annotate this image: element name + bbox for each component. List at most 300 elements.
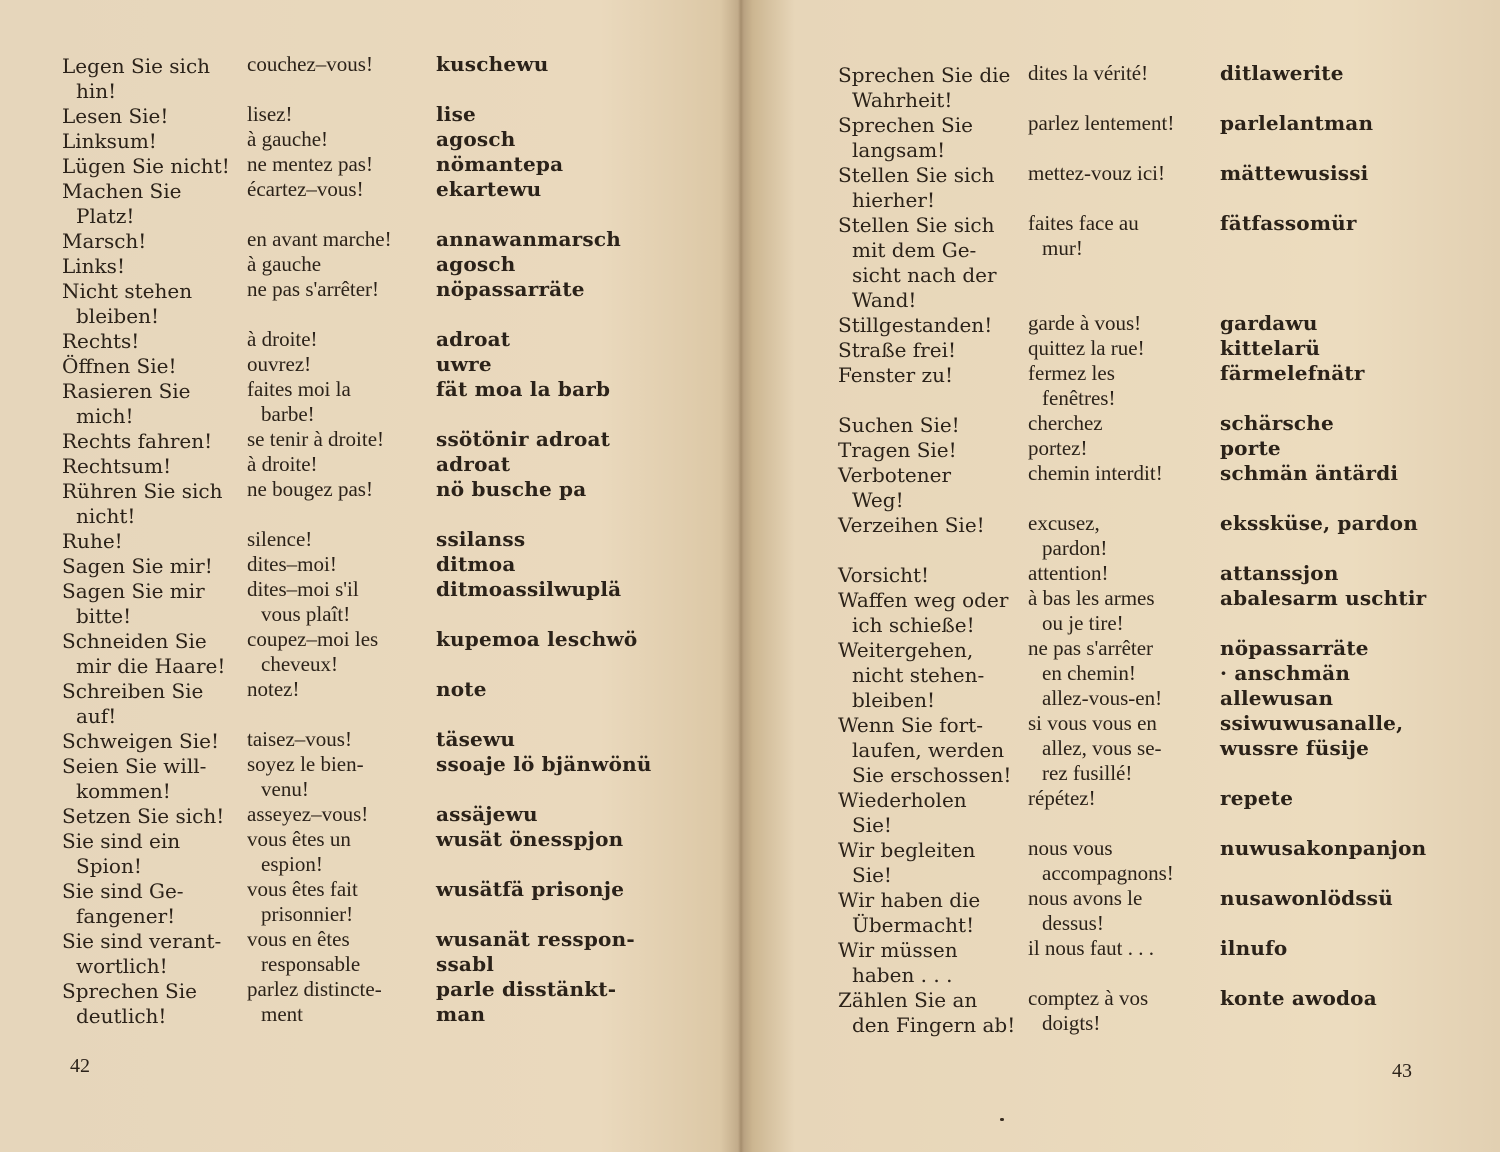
phonetic-text: ekartewu (436, 177, 542, 201)
french-text: parlez lentement! (1028, 111, 1175, 135)
german-text: Vorsicht! (838, 563, 930, 587)
german-text: hin! (76, 79, 117, 103)
french-entry (247, 227, 433, 252)
french-text: vous êtes un (247, 827, 351, 851)
phonetic-text (436, 77, 656, 102)
german-text: Lesen Sie! (62, 104, 169, 128)
french-text: notez! (247, 677, 300, 701)
french-text: en chemin! (1042, 661, 1136, 685)
german-entry (838, 163, 1026, 213)
french-text: ne pas s'arrêter! (247, 277, 380, 301)
german-entry (62, 254, 244, 279)
phonetic-text (1220, 261, 1450, 286)
german-text: Weitergehen, (838, 638, 974, 662)
german-text: Spion! (76, 854, 142, 878)
german-text: mir die Haare! (76, 654, 226, 678)
german-text: Sie! (852, 863, 892, 887)
french-text: venu! (261, 777, 309, 801)
french-text (1028, 961, 1218, 986)
phonetic-entry (1220, 586, 1450, 636)
phonetic-text: ditmoassilwuplä (436, 577, 622, 601)
german-text: Sie! (852, 813, 892, 837)
german-text: Sprechen Sie die (838, 63, 1011, 87)
phonetic-text: konte awodoa (1220, 986, 1377, 1010)
phonetic-text: wusanät resspon- (436, 927, 635, 951)
right-page (744, 0, 1500, 1152)
phonetic-column (1220, 61, 1450, 1036)
french-entry (247, 52, 433, 102)
german-entry (62, 754, 244, 804)
french-entry (1028, 786, 1218, 836)
phonetic-text (1220, 911, 1450, 936)
german-text: Machen Sie (62, 179, 182, 203)
german-entry (62, 229, 244, 254)
phonetic-entry (1220, 986, 1450, 1036)
french-entry (247, 177, 433, 227)
german-entry (62, 679, 244, 729)
french-text: chemin interdit! (1028, 461, 1163, 485)
phonetic-text: nusawonlödssü (1220, 886, 1393, 910)
french-text: asseyez–vous! (247, 802, 369, 826)
french-text: vous plaît! (261, 602, 351, 626)
german-text: bitte! (76, 604, 132, 628)
phonetic-entry (1220, 886, 1450, 936)
phonetic-text: ssilanss (436, 527, 526, 551)
german-text: Sprechen Sie (62, 979, 197, 1003)
french-entry (247, 552, 433, 577)
french-text: ouvrez! (247, 352, 312, 376)
phonetic-text: wusät önesspjon (436, 827, 624, 851)
german-entry (838, 713, 1026, 788)
phonetic-text (1220, 761, 1450, 786)
french-text: nous avons le (1028, 886, 1143, 910)
french-text: doigts! (1042, 1011, 1101, 1035)
phonetic-text (436, 402, 656, 427)
french-text (1028, 186, 1218, 211)
german-text: Links! (62, 254, 125, 278)
french-entry (247, 327, 433, 352)
french-text: ou je tire! (1042, 611, 1124, 635)
german-text: Sagen Sie mir! (62, 554, 213, 578)
french-text: garde à vous! (1028, 311, 1142, 335)
phonetic-text: ditmoa (436, 552, 516, 576)
french-text (1028, 261, 1218, 286)
german-text: laufen, werden (852, 738, 1005, 762)
german-text: Wir haben die (838, 888, 981, 912)
phonetic-text (436, 852, 656, 877)
german-text: Rechts fahren! (62, 429, 213, 453)
french-text: ne bougez pas! (247, 477, 373, 501)
phonetic-text: adroat (436, 452, 511, 476)
french-column (1028, 61, 1218, 1036)
phonetic-entry (1220, 561, 1450, 586)
phonetic-entry (436, 127, 656, 152)
phonetic-text: färmelefnätr (1220, 361, 1365, 385)
german-text: Sie sind verant- (62, 929, 222, 953)
phonetic-text (436, 777, 656, 802)
german-text: langsam! (852, 138, 946, 162)
german-text: Sie sind ein (62, 829, 181, 853)
french-entry (1028, 436, 1218, 461)
phonetic-text: ekssküse, pardon (1220, 511, 1418, 535)
german-entry (62, 379, 244, 429)
french-text: quittez la rue! (1028, 336, 1145, 360)
french-text: cheveux! (261, 652, 338, 676)
french-text: à gauche (247, 252, 322, 276)
french-text: dessus! (1042, 911, 1104, 935)
phonetic-entry (1220, 161, 1450, 211)
left-page (0, 0, 738, 1152)
french-text: à droite! (247, 327, 318, 351)
phonetic-entry (1220, 786, 1450, 836)
german-entry (62, 479, 244, 529)
phonetic-text: ssabl (436, 952, 495, 976)
french-entry (1028, 161, 1218, 211)
german-entry (838, 63, 1026, 113)
german-entry (838, 338, 1026, 363)
french-entry (247, 802, 433, 827)
german-entry (838, 938, 1026, 988)
french-text: ment (261, 1002, 303, 1026)
phonetic-entry (436, 977, 656, 1027)
phonetic-entry (1220, 636, 1450, 711)
french-text: à droite! (247, 452, 318, 476)
french-entry (1028, 986, 1218, 1036)
french-column (247, 52, 433, 1027)
french-entry (1028, 461, 1218, 511)
phonetic-text: nömantepa (436, 152, 564, 176)
german-entry (62, 879, 244, 929)
french-text: il nous faut . . . (1028, 936, 1154, 960)
phonetic-text: nöpassarräte (436, 277, 585, 301)
phonetic-text: täsewu (436, 727, 516, 751)
german-text: sicht nach der (852, 263, 997, 287)
phonetic-text (436, 302, 656, 327)
phonetic-text (1220, 961, 1450, 986)
phonetic-text (1220, 1011, 1450, 1036)
french-text: parlez distincte- (247, 977, 382, 1001)
phonetic-text (436, 202, 656, 227)
french-entry (1028, 561, 1218, 586)
phonetic-text (1220, 186, 1450, 211)
french-text: coupez–moi les (247, 627, 379, 651)
french-text: comptez à vos (1028, 986, 1149, 1010)
german-text: Öffnen Sie! (62, 354, 177, 378)
phonetic-text (1220, 611, 1450, 636)
phonetic-column (436, 52, 656, 1027)
phonetic-entry (436, 452, 656, 477)
phonetic-entry (436, 52, 656, 102)
german-entry (62, 929, 244, 979)
phonetic-text: uwre (436, 352, 492, 376)
phonetic-text: wussre füsije (1220, 736, 1370, 760)
german-text: Zählen Sie an (838, 988, 978, 1012)
german-entry (62, 129, 244, 154)
german-entry (62, 329, 244, 354)
phonetic-entry (436, 727, 656, 752)
phonetic-entry (436, 427, 656, 452)
phonetic-text: nöpassarräte (1220, 636, 1369, 660)
phonetic-text: schärsche (1220, 411, 1334, 435)
french-text (1028, 486, 1218, 511)
phonetic-text: ilnufo (1220, 936, 1288, 960)
french-entry (1028, 61, 1218, 111)
french-text: à gauche! (247, 127, 329, 151)
french-entry (247, 152, 433, 177)
phonetic-text: attanssjon (1220, 561, 1339, 585)
phonetic-text (1220, 386, 1450, 411)
german-entry (62, 429, 244, 454)
german-text: Legen Sie sich (62, 54, 211, 78)
phonetic-text: fätfassomür (1220, 211, 1357, 235)
german-entry (838, 113, 1026, 163)
french-text: dites la vérité! (1028, 61, 1149, 85)
phonetic-entry (436, 877, 656, 927)
phonetic-text: nuwusakonpanjon (1220, 836, 1427, 860)
french-entry (247, 877, 433, 927)
french-text: se tenir à droite! (247, 427, 385, 451)
german-entry (838, 838, 1026, 888)
french-text: vous êtes fait (247, 877, 358, 901)
phonetic-entry (436, 327, 656, 352)
german-text: wortlich! (76, 954, 168, 978)
french-entry (1028, 211, 1218, 311)
german-text: bleiben! (852, 688, 935, 712)
french-entry (247, 102, 433, 127)
phonetic-entry (436, 377, 656, 427)
french-text: espion! (261, 852, 323, 876)
french-text: nous vous (1028, 836, 1113, 860)
french-entry (247, 477, 433, 527)
german-text: Schreiben Sie (62, 679, 204, 703)
phonetic-entry (1220, 311, 1450, 336)
german-text: Platz! (76, 204, 135, 228)
french-entry (1028, 361, 1218, 411)
ink-speck (1000, 1118, 1004, 1121)
phonetic-entry (1220, 111, 1450, 161)
german-text: fangener! (76, 904, 176, 928)
phonetic-entry (1220, 361, 1450, 411)
german-text: Lügen Sie nicht! (62, 154, 230, 178)
french-entry (247, 352, 433, 377)
german-entry (838, 588, 1026, 638)
french-text: à bas les armes (1028, 586, 1155, 610)
german-text: Schneiden Sie (62, 629, 207, 653)
german-text: Wenn Sie fort- (838, 713, 983, 737)
french-text: fermez les (1028, 361, 1115, 385)
french-text (247, 502, 433, 527)
german-text: Seien Sie will- (62, 754, 207, 778)
phonetic-entry (1220, 836, 1450, 886)
german-text: Sie erschossen! (852, 763, 1012, 787)
phonetic-entry (1220, 336, 1450, 361)
phonetic-entry (436, 527, 656, 552)
phonetic-text: agosch (436, 127, 516, 151)
french-entry (247, 252, 433, 277)
german-text: Übermacht! (852, 913, 975, 937)
german-entry (838, 213, 1026, 313)
phonetic-text: allewusan (1220, 686, 1334, 710)
german-entry (62, 829, 244, 879)
phonetic-text (436, 602, 656, 627)
french-text: prisonnier! (261, 902, 354, 926)
german-column (838, 63, 1026, 1038)
german-entry (62, 529, 244, 554)
phonetic-text: assäjewu (436, 802, 538, 826)
german-text: Wir müssen (838, 938, 958, 962)
french-text: dites–moi! (247, 552, 337, 576)
french-text: allez, vous se- (1042, 736, 1162, 760)
german-text: Schweigen Sie! (62, 729, 219, 753)
german-text: Stellen Sie sich (838, 163, 995, 187)
german-text: Stellen Sie sich (838, 213, 995, 237)
german-text: Wahrheit! (852, 88, 953, 112)
phonetic-text: annawanmarsch (436, 227, 621, 251)
french-text (247, 302, 433, 327)
phonetic-entry (1220, 61, 1450, 111)
phonetic-text: note (436, 677, 487, 701)
phonetic-entry (436, 177, 656, 227)
german-column (62, 54, 244, 1029)
phonetic-entry (1220, 461, 1450, 511)
french-text: faites moi la (247, 377, 351, 401)
phonetic-entry (1220, 211, 1450, 311)
german-entry (838, 363, 1026, 413)
french-entry (247, 377, 433, 427)
french-text (1028, 136, 1218, 161)
phonetic-text: ssötönir adroat (436, 427, 611, 451)
german-text: Ruhe! (62, 529, 123, 553)
french-text: fenêtres! (1042, 386, 1116, 410)
french-entry (247, 527, 433, 552)
german-entry (62, 279, 244, 329)
french-entry (247, 127, 433, 152)
phonetic-entry (1220, 411, 1450, 436)
french-text: couchez–vous! (247, 52, 373, 76)
french-text (1028, 811, 1218, 836)
phonetic-text: · anschmän (1220, 661, 1351, 685)
phonetic-entry (436, 477, 656, 527)
phonetic-entry (436, 227, 656, 252)
phonetic-entry (436, 152, 656, 177)
phonetic-entry (1220, 936, 1450, 986)
german-entry (62, 729, 244, 754)
phonetic-text: adroat (436, 327, 511, 351)
french-text: rez fusillé! (1042, 761, 1133, 785)
phonetic-text: porte (1220, 436, 1281, 460)
german-text: nicht! (76, 504, 136, 528)
phonetic-entry (436, 352, 656, 377)
german-entry (838, 463, 1026, 513)
french-entry (247, 452, 433, 477)
german-entry (62, 179, 244, 229)
french-text (247, 702, 433, 727)
german-entry (62, 54, 244, 104)
phonetic-text: kuschewu (436, 52, 549, 76)
german-text: Waffen weg oder (838, 588, 1009, 612)
german-text: ich schieße! (852, 613, 975, 637)
german-text: Marsch! (62, 229, 147, 253)
french-text (247, 202, 433, 227)
french-entry (247, 277, 433, 327)
french-entry (1028, 336, 1218, 361)
german-entry (62, 104, 244, 129)
german-text: Suchen Sie! (838, 413, 960, 437)
phonetic-entry (1220, 711, 1450, 786)
german-entry (838, 988, 1026, 1038)
german-text: Verbotener (838, 463, 951, 487)
french-entry (1028, 511, 1218, 561)
phonetic-text (436, 902, 656, 927)
phonetic-entry (436, 927, 656, 977)
french-text: vous en êtes (247, 927, 350, 951)
french-text (1028, 86, 1218, 111)
french-text: portez! (1028, 436, 1088, 460)
phonetic-text: kupemoa leschwö (436, 627, 638, 651)
german-text (838, 388, 1026, 413)
phonetic-entry (436, 802, 656, 827)
german-entry (62, 554, 244, 579)
phonetic-text (436, 502, 656, 527)
german-text: Verzeihen Sie! (838, 513, 985, 537)
german-text: Straße frei! (838, 338, 957, 362)
french-text: répétez! (1028, 786, 1096, 810)
german-text: Sie sind Ge- (62, 879, 184, 903)
german-text: Wiederholen (838, 788, 967, 812)
german-text: mit dem Ge- (852, 238, 977, 262)
page-number: 42 (70, 1055, 90, 1077)
phonetic-text (1220, 286, 1450, 311)
french-entry (247, 727, 433, 752)
french-text: ne mentez pas! (247, 152, 373, 176)
german-text: Weg! (852, 488, 904, 512)
german-text: mich! (76, 404, 134, 428)
french-text: ne pas s'arrêter (1028, 636, 1154, 660)
phonetic-text (1220, 486, 1450, 511)
german-text: hierher! (852, 188, 935, 212)
phonetic-text (436, 702, 656, 727)
french-text: faites face au (1028, 211, 1139, 235)
french-entry (1028, 936, 1218, 986)
phonetic-text: kittelarü (1220, 336, 1321, 360)
phonetic-entry (436, 552, 656, 577)
phonetic-text (1220, 136, 1450, 161)
phonetic-text: agosch (436, 252, 516, 276)
phonetic-entry (436, 752, 656, 802)
phonetic-text: ssiwuwusanalle, (1220, 711, 1404, 735)
phonetic-text: mättewusissi (1220, 161, 1369, 185)
phonetic-text: ditlawerite (1220, 61, 1344, 85)
phonetic-text: fät moa la barb (436, 377, 611, 401)
phonetic-text (436, 652, 656, 677)
german-entry (838, 413, 1026, 438)
french-entry (247, 752, 433, 802)
french-entry (247, 927, 433, 977)
german-entry (838, 788, 1026, 838)
phonetic-text (1220, 536, 1450, 561)
german-text: kommen! (76, 779, 171, 803)
french-entry (247, 627, 433, 677)
french-text: dites–moi s'il (247, 577, 359, 601)
german-entry (62, 579, 244, 629)
phonetic-entry (436, 252, 656, 277)
french-text: mettez-vouz ici! (1028, 161, 1166, 185)
german-text: Stillgestanden! (838, 313, 993, 337)
german-text: haben . . . (852, 963, 953, 987)
german-entry (62, 154, 244, 179)
french-text: responsable (261, 952, 361, 976)
german-text: Wir begleiten (838, 838, 976, 862)
